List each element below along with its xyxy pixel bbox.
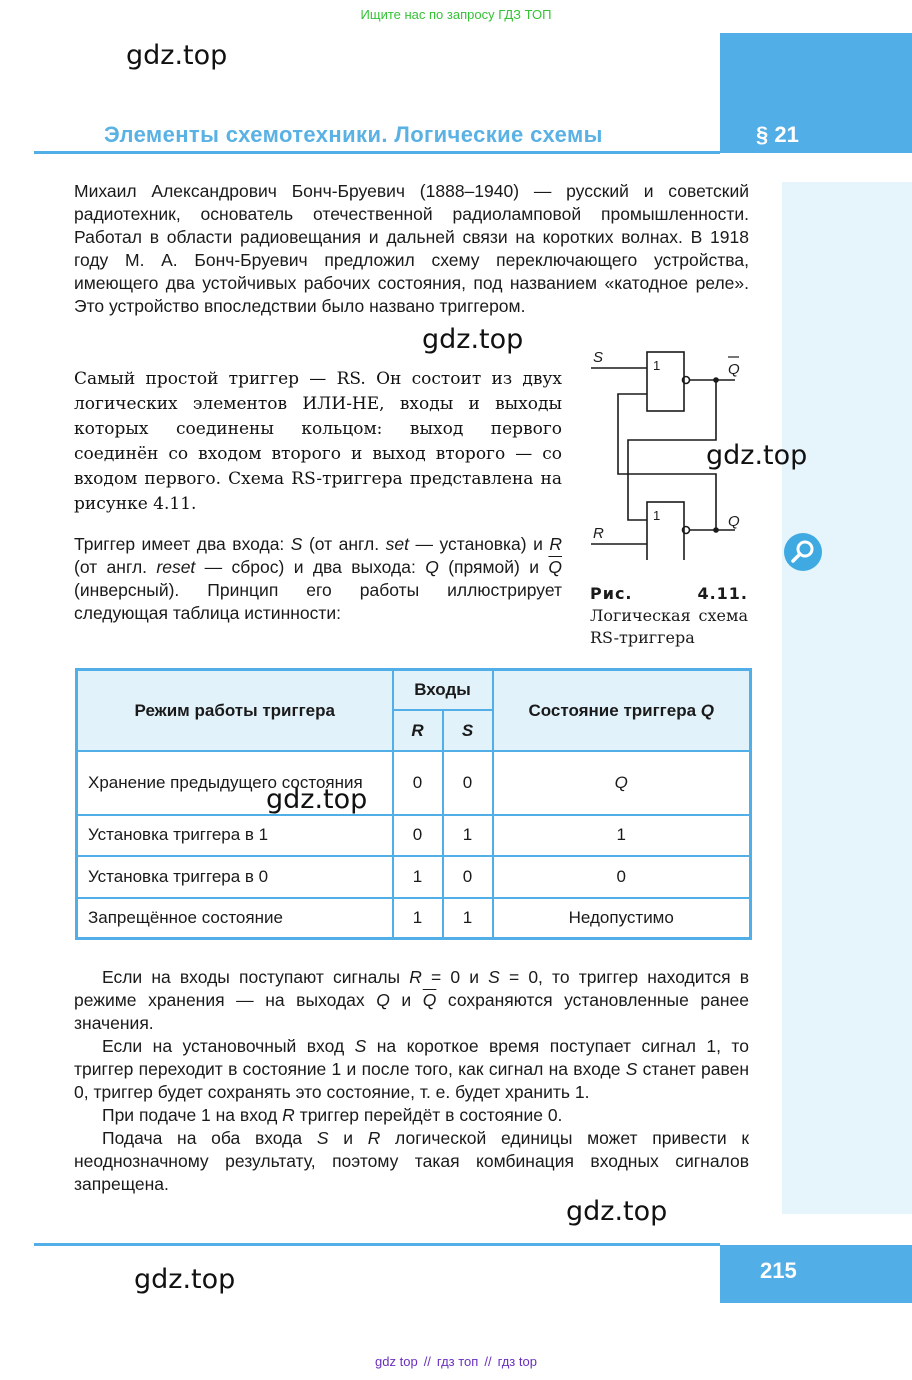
cell-mode: Запрещённое состояние	[77, 898, 393, 939]
lower-text	[74, 966, 749, 1196]
cell-s: 1	[443, 815, 493, 856]
footer-link[interactable]: гдз топ	[436, 1354, 479, 1369]
watermark: gdz.top	[706, 440, 808, 471]
cell-r: 1	[393, 898, 443, 939]
cell-r: 0	[393, 751, 443, 814]
reset-paragraph: При подаче 1 на вход R триггер перейдёт в состояние 0.	[102, 1105, 563, 1125]
cell-mode: Установка триггера в 0	[77, 856, 393, 898]
label-q: Q	[728, 513, 740, 530]
page-number: 215	[760, 1258, 797, 1283]
cell-s: 1	[443, 898, 493, 939]
table-row	[77, 856, 751, 898]
rs-intro-paragraph: Самый простой триггер — RS. Он состоит из двух логических элементов ИЛИ-НЕ, входы и выходы которых соединены кольцом: выход первого соединён со входом второго и выход второго — со входом первого. Схема RS-триггера представлена на рисунке 4.11.	[74, 369, 562, 514]
figure-caption: Рис. 4.11. Логическая схема RS-триггера	[590, 584, 748, 647]
search-button[interactable]	[784, 533, 822, 571]
header-state: Состояние триггера Q	[493, 670, 751, 752]
set-paragraph: Если на установочный вход S на короткое время поступает сигнал 1, то триггер переходит в состояние 1 и после того, как сигнал на входе S станет равен 0, триггер будет сохранять это состояние, т. е. будет хранить 1.	[74, 1036, 749, 1102]
table-row	[77, 751, 751, 814]
table-row	[77, 815, 751, 856]
storage-paragraph: Если на входы поступают сигналы R = 0 и S = 0, то триггер находится в режиме хранения — на выходах Q и $\overline{Q}$ сохраняются установленные ранее значения.	[74, 967, 750, 1033]
magnifier-icon	[784, 533, 822, 571]
footer-blue-tab	[720, 1245, 912, 1303]
cell-r: 0	[393, 815, 443, 856]
footer-link[interactable]: гдз top	[497, 1354, 537, 1369]
chapter-title: Элементы схемотехники. Логические схемы	[104, 122, 603, 147]
footer-rule	[34, 1243, 720, 1246]
cell-state: Q	[493, 751, 751, 814]
watermark: gdz.top	[126, 40, 228, 71]
watermark: gdz.top	[566, 1196, 668, 1227]
section-number: § 21	[756, 122, 799, 147]
gate-bottom-label: 1	[653, 508, 661, 523]
cell-s: 0	[443, 751, 493, 814]
top-search-link[interactable]: Ищите нас по запросу ГДЗ ТОП	[360, 7, 552, 22]
link-separator: //	[484, 1354, 492, 1369]
header-rule	[34, 151, 720, 154]
header-mode: Режим работы триггера	[77, 670, 393, 752]
cell-mode: Хранение предыдущего состояния	[77, 751, 393, 814]
cell-mode: Установка триггера в 1	[77, 815, 393, 856]
inputs-paragraph: Триггер имеет два входа: S (от англ. set — установка) и R (от англ. reset — сброс) и два выхода: Q (прямой) и $\overline{Q}$ (инверсный). Принцип его работы иллюстрирует следующая таблица истинности:	[74, 534, 563, 623]
footer-link[interactable]: gdz top	[375, 1354, 418, 1369]
label-q-bar: Q	[728, 361, 740, 378]
cell-state: 0	[493, 856, 751, 898]
margin-strip	[782, 182, 912, 1214]
watermark: gdz.top	[266, 784, 368, 815]
cell-s: 0	[443, 856, 493, 898]
cell-r: 1	[393, 856, 443, 898]
forbidden-paragraph: Подача на оба входа S и R логической единицы может привести к неоднозначному результату, поэтому такая комбинация входных сигналов запрещена.	[74, 1128, 749, 1194]
label-s: S	[593, 349, 604, 366]
header-r: R	[393, 710, 443, 751]
table-row	[77, 898, 751, 939]
bio-paragraph: Михаил Александрович Бонч-Бруевич (1888–1940) — русский и советский радиотехник, основатель отечественной радиоламповой промышленности. Работал в области радиовещания и дальней связи на коротких волнах. В 1918 году М. А. Бонч-Бруевич предложил схему переключающего устройства, имеющего два устойчивых рабочих состояния, под названием «катодное реле». Это устройство впоследствии было названо триггером.	[74, 181, 749, 316]
gate-top-label: 1	[653, 358, 661, 373]
header-inputs: Входы	[393, 670, 493, 711]
bottom-links	[0, 1354, 912, 1369]
link-separator: //	[423, 1354, 431, 1369]
header-s: S	[443, 710, 493, 751]
truth-table	[75, 668, 752, 940]
cell-state: 1	[493, 815, 751, 856]
cell-state: Недопустимо	[493, 898, 751, 939]
header-blue-tab	[720, 33, 912, 153]
watermark: gdz.top	[134, 1264, 236, 1295]
label-r: R	[593, 525, 604, 542]
watermark: gdz.top	[422, 324, 524, 355]
